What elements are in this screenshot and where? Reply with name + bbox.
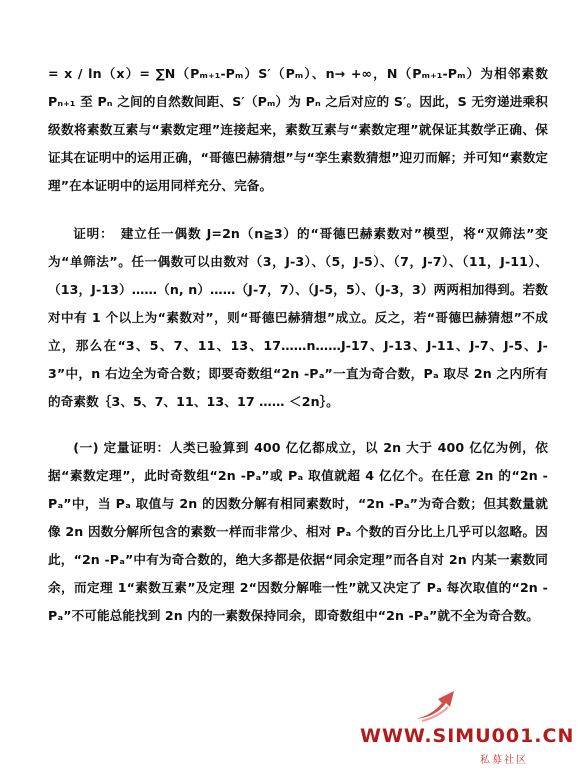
paragraph-quantitative-proof: (一) 定量证明：人类已验算到 400 亿亿都成立，以 2n 大于 400 亿亿为例，依据“素数定理”，此时奇数组“2n -Pₐ”或 Pₐ 取值就超 4 亿亿个。在任意 2n 的“2n -Pₐ”中，当 Pₐ 取值与 2n 的因数分解有相同素数时，“2n -Pₐ”为奇合数；但其数量就像 2n 因数分解所包含的素数一样而非常少、相对 Pₐ 个数的百分比上几乎可以忽略。因此，“2n -Pₐ”中有为奇合数的，绝大多都是依据“同余定理”而各自对 2n 内某一素数同余，而定理 1“素数互素”及定理 2“因数分解唯一性”就又决定了 Pₐ 每次取值的“2n -Pₐ”不可能总能找到 2n 内的一素数保持同余，即奇数组中“2n -Pₐ”就不全为奇合数。 [48,440,548,623]
document-body [48,60,548,630]
watermark [360,713,575,766]
watermark-subtitle: 私募社区 [480,755,528,766]
watermark-site: WWW.SIMU001.CN [360,725,575,747]
paragraph-continuation: = x / ln（x）= ∑N（Pₘ₊₁-Pₘ）S′（Pₘ）、n→ +∞，N（Pₘ₊₁-Pₘ）为相邻素数 Pₙ₊₁ 至 Pₙ 之间的自然数间距、S′（Pₘ）为 Pₙ 之后对应的 S′。因此，S 无穷递进乘积级数将素数互素与“素数定理”连接起来，素数互素与“素数定理”就保证其数学正确、保证其在证明中的运用正确，“哥德巴赫猜想”与“孪生素数猜想”迎刃而解；并可知“素数定理”在本证明中的运用同样充分、完备。 [48,66,548,193]
paragraph-proof: 证明： 建立任一偶数 J=2n（n≧3）的“哥德巴赫素数对”模型，将“双筛法”变为“单筛法”。任一偶数可以由数对（3，J-3）、（5，J-5）、（7，J-7）、（11，J-11）、（13，J-13）……（n, n）……（J-7，7）、（J-5，5）、（J-3，3）两两相加得到。若数对中有 1 个以上为“素数对”，则“哥德巴赫猜想”成立。反之，若“哥德巴赫猜想”不成立，那么在“3、5、7、11、13、17……n……J-17、J-13、J-11、J-7、J-5、J-3”中，n 右边全为奇合数；即要奇数组“2n -Pₐ”一直为奇合数，Pₐ 取尽 2n 之内所有的奇素数｛3、5、7、11、13、17 …… ＜2n｝。 [48,226,548,409]
arrow-logo-icon [412,685,460,725]
